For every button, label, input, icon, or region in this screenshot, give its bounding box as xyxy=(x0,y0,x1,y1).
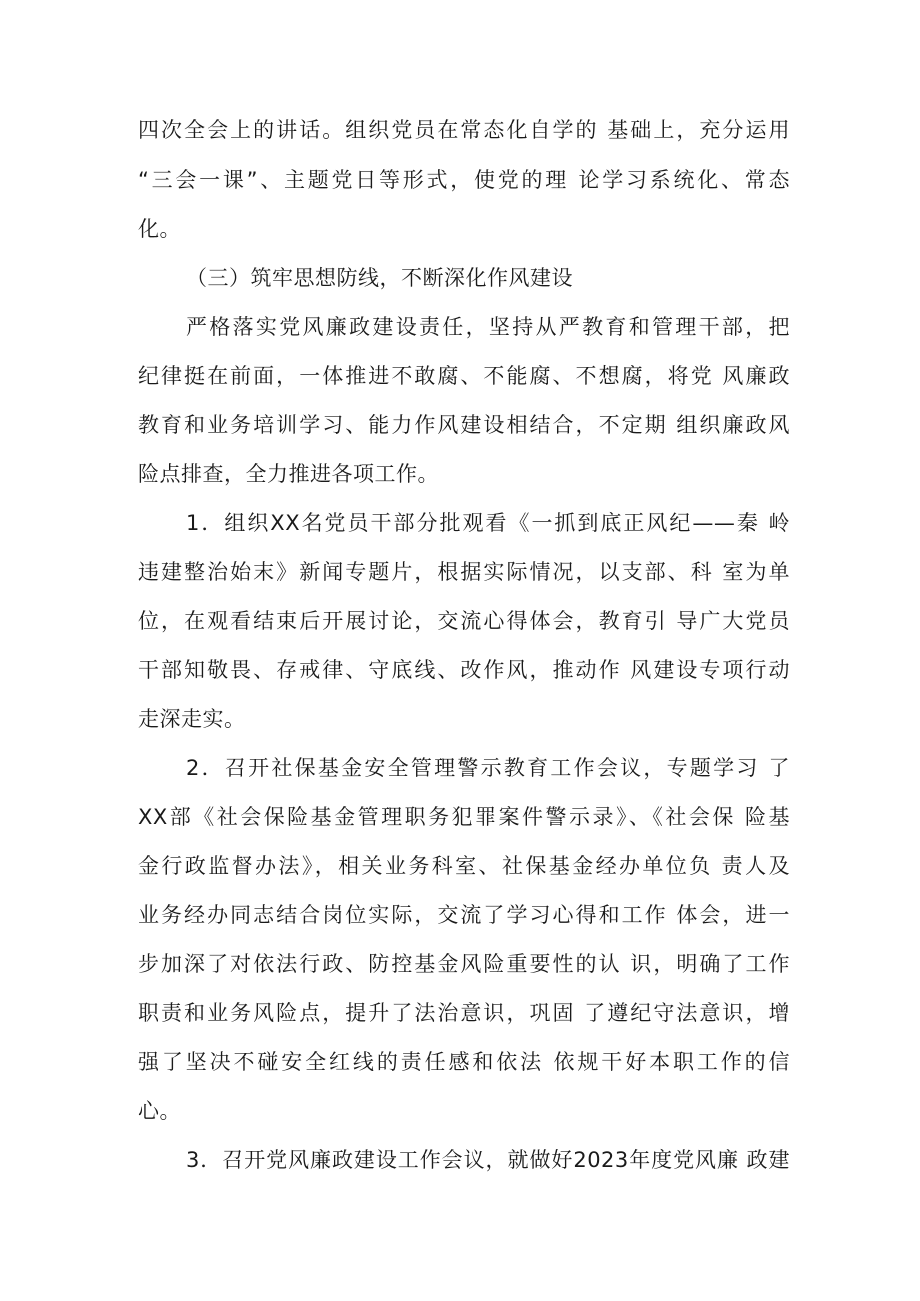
text-line: 职责和业务风险点，提升了法治意识，巩固 了遵纪守法意识，增 xyxy=(138,1001,790,1025)
text-line: 业务经办同志结合岗位实际，交流了学习心得和工作 体会，进一 xyxy=(138,903,790,927)
text-line: 严格落实党风廉政建设责任，坚持从严教育和管理干部，把 xyxy=(186,315,790,339)
text-line: 3．召开党风廉政建设工作会议，就做好2023年度党风廉 政建 xyxy=(186,1148,790,1172)
text-line: 2．召开社保基金安全管理警示教育工作会议，专题学习 了 xyxy=(186,756,790,780)
text-line: “三会一课”、主题党日等形式，使党的理 论学习系统化、常态 xyxy=(138,168,790,192)
text-line: 纪律挺在前面，一体推进不敢腐、不能腐、不想腐，将党 风廉政 xyxy=(138,364,790,388)
text-line: 走深走实。 xyxy=(138,707,246,731)
text-line: 强了坚决不碰安全红线的责任感和依法 依规干好本职工作的信 xyxy=(138,1050,790,1074)
text-line: 教育和业务培训学习、能力作风建设相结合，不定期 组织廉政风 xyxy=(138,413,790,437)
text-line: 1．组织XX名党员干部分批观看《一抓到底正风纪——秦 岭 xyxy=(186,511,790,535)
text-line: 金行政监督办法》，相关业务科室、社保基金经办单位负 责人及 xyxy=(138,854,790,878)
text-line: 位，在观看结束后开展讨论，交流心得体会，教育引 导广大党员 xyxy=(138,609,790,633)
text-line: 心。 xyxy=(138,1099,181,1123)
text-line: XX部《社会保险基金管理职务犯罪案件警示录》、《社会保 险基 xyxy=(138,805,790,829)
text-line: 四次全会上的讲话。组织党员在常态化自学的 基础上，充分运用 xyxy=(138,118,790,142)
text-line: 步加深了对依法行政、防控基金风险重要性的认 识，明确了工作 xyxy=(138,952,790,976)
text-line: 化。 xyxy=(138,217,181,241)
text-line: 险点排查，全力推进各项工作。 xyxy=(138,462,439,486)
text-line: 干部知敬畏、存戒律、守底线、改作风，推动作 风建设专项行动 xyxy=(138,658,790,682)
text-line: 违建整治始末》新闻专题片，根据实际情况，以支部、科 室为单 xyxy=(138,560,790,584)
section-heading: （三）筑牢思想防线，不断深化作风建设 xyxy=(186,266,573,290)
